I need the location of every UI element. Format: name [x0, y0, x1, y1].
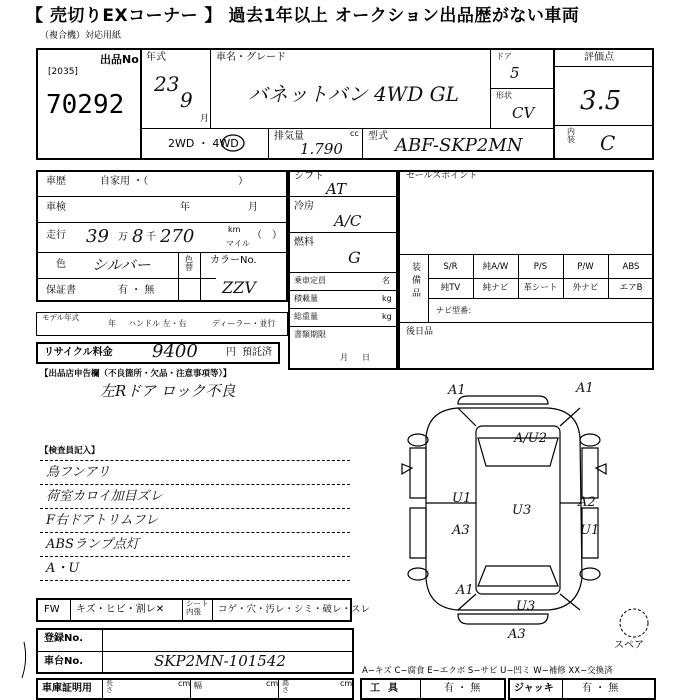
fw-seat-label: シート内張 [186, 599, 209, 616]
tools-options: 有 ・ 無 [444, 683, 481, 694]
ac-label: 冷房 [294, 201, 314, 212]
type-label: 型式 [368, 131, 388, 142]
recycle-value: 9400 [152, 341, 198, 362]
drive-options: 2WD ・ 4WD [168, 137, 239, 150]
cert-width-unit: cm [266, 679, 279, 688]
inspector-note-3: F右ドアトリムフレ [46, 513, 159, 528]
late-date-label: 後日品 [406, 327, 434, 337]
history-label: 車歴 [46, 176, 66, 187]
chassis-label: 車台No. [44, 656, 84, 667]
history-value: 自家用 ・（ ） [100, 176, 249, 187]
fw-items-2: コゲ・穴・汚レ・シミ・破レ・スレ [218, 604, 371, 615]
damage-mark: U1 [452, 491, 472, 506]
color-change-label: 色替 [185, 255, 193, 272]
jack-label: ジャッキ [514, 683, 554, 694]
equipment-label: 装備品 [412, 263, 422, 299]
displacement-unit: cc [350, 129, 359, 138]
damage-mark: A1 [448, 383, 466, 398]
color-code-value: ZZV [222, 278, 256, 297]
option-abs: ABS [622, 262, 640, 272]
color-label: 色 [56, 259, 66, 270]
cert-height-unit: cm [340, 679, 353, 688]
cert-width-label: 幅 [194, 681, 202, 690]
year-label: 年式 [146, 52, 166, 63]
option-ext-navi: 外ナビ [572, 283, 599, 293]
year-value: 23 [154, 72, 180, 96]
mileage-rest: 270 [160, 226, 195, 247]
doc-deadline-unit: 月日 [340, 353, 384, 362]
inspection-month-unit: 月 [248, 202, 258, 213]
fuel-value: G [348, 248, 361, 267]
load-label: 積載量 [294, 294, 318, 303]
inspector-note-4: ABSランプ点灯 [46, 537, 139, 552]
option-navi: 純ナビ [482, 283, 509, 293]
mileage-unit-mile: マイル [226, 239, 250, 248]
option-leather: 革シート [523, 283, 558, 293]
damage-mark: A3 [452, 523, 470, 538]
registration-label: 登録No. [44, 633, 84, 644]
cert-label: 車庫証明用 [42, 683, 92, 694]
mileage-man-unit: 万 [118, 232, 128, 243]
warranty-label: 保証書 [46, 285, 76, 296]
mileage-man: 39 [86, 226, 109, 247]
option-sunroof: S/R [443, 262, 458, 272]
fw-label: FW [44, 604, 60, 615]
inspector-note-5: A・U [46, 561, 80, 576]
displacement-value: 1.790 [300, 140, 343, 158]
option-power-steering: P/S [533, 262, 548, 272]
doc-deadline-label: 書類期限 [294, 330, 326, 339]
option-tv: 純TV [440, 283, 461, 293]
damage-mark: A3 [508, 627, 526, 642]
interior-label: 内装 [567, 127, 575, 144]
chassis-value: SKP2MN-101542 [154, 652, 286, 670]
banner-title: 【 売切りEXコーナー 】 過去1年以上 オークション出品歴がない車両 [26, 6, 580, 26]
cert-length-unit: cm [178, 679, 191, 688]
shift-value: AT [326, 180, 347, 198]
damage-mark: U3 [516, 599, 536, 614]
inspector-note-1: 鳥フンアリ [46, 465, 110, 480]
month-unit: 月 [200, 114, 210, 124]
cert-length-label: 長さ [106, 679, 113, 694]
fuel-label: 燃料 [294, 237, 314, 248]
model-year-label: モデル年式 [42, 313, 80, 322]
damage-mark: A2 [578, 495, 596, 510]
damage-mark: A/U2 [514, 431, 547, 446]
gross-label: 総重量 [294, 312, 318, 321]
lot-number: 70292 [46, 90, 125, 120]
capacity-label: 乗車定員 [294, 276, 326, 285]
handle-options: ハンドル 左・右 [128, 319, 187, 328]
capacity-unit: 名 [382, 276, 390, 285]
mileage-label: 走行 [46, 230, 66, 241]
drive-selected-circle [220, 134, 246, 152]
damage-mark: A1 [456, 583, 474, 598]
recycle-status: 預託済 [242, 347, 272, 358]
load-unit: kg [382, 294, 392, 303]
option-alloy-wheels: 純A/W [482, 262, 509, 272]
inspection-year-unit: 年 [180, 202, 190, 213]
ac-value: A/C [334, 212, 362, 230]
gross-unit: kg [382, 312, 392, 321]
inspector-label: 【検査員記入】 [40, 446, 100, 456]
declaration-value: 左Rドア ロック不良 [100, 382, 236, 400]
warranty-options: 有 ・ 無 [118, 285, 155, 296]
margin-scribble [18, 640, 30, 680]
year-month-value: 9 [180, 88, 193, 112]
cert-height-label: 高さ [282, 679, 289, 694]
lot-label: 出品No. [100, 53, 143, 66]
inspector-note-2: 荷室カロイ加目ズレ [46, 489, 163, 504]
damage-legend: A−キズ C−腐食 E−エクボ S−サビ U−凹ミ W−補修 XX−交換済 [362, 666, 613, 676]
damage-mark: A1 [576, 381, 594, 396]
doors-label: ドア [496, 52, 512, 61]
declaration-label: 【出品店申告欄（不良箇所・欠品・注意事項等）】 [40, 369, 232, 379]
lot-code: [2035] [48, 67, 78, 77]
fw-items: キズ・ヒビ・割レ✕ [76, 604, 165, 615]
spare-label: スペア [614, 640, 644, 651]
form-subheader: （複合機）対応用紙 [40, 31, 122, 41]
navi-model-label: ナビ型番： [436, 306, 476, 315]
displacement-label: 排気量 [274, 131, 304, 142]
mileage-paren: （ ） [252, 230, 282, 241]
interior-value: C [600, 131, 616, 155]
damage-mark: U3 [512, 503, 532, 518]
score-value: 3.5 [580, 86, 622, 116]
type-value: ABF-SKP2MN [395, 135, 523, 156]
shift-label: シフト [294, 171, 324, 182]
recycle-unit: 円 [226, 347, 236, 358]
option-power-windows: P/W [577, 262, 594, 272]
jack-options: 有 ・ 無 [582, 683, 619, 694]
damage-mark: U1 [580, 523, 600, 538]
doors-value: 5 [510, 64, 520, 82]
color-code-label: カラーNo. [210, 255, 257, 266]
model-label: 車名・グレード [216, 52, 286, 63]
option-airbag: エアB [619, 283, 643, 293]
color-value: シルバー [92, 256, 151, 274]
mileage-unit-km: km [228, 225, 241, 234]
score-label: 評価点 [584, 52, 614, 63]
model-value: バネットバン 4WD GL [248, 82, 459, 106]
dealer-options: ディーラー・並行 [212, 319, 276, 328]
recycle-label: リサイクル料金 [44, 347, 113, 358]
mileage-sen-unit: 千 [146, 232, 156, 243]
inspection-label: 車検 [46, 202, 66, 213]
shape-label: 形状 [496, 91, 512, 100]
shape-value: CV [512, 104, 535, 122]
drivetrain-block [288, 170, 398, 370]
mileage-sen: 8 [132, 226, 144, 247]
model-year-unit: 年 [108, 319, 116, 328]
tools-label: 工具 [370, 683, 406, 694]
sales-point-label: セールスポイント [406, 171, 478, 181]
